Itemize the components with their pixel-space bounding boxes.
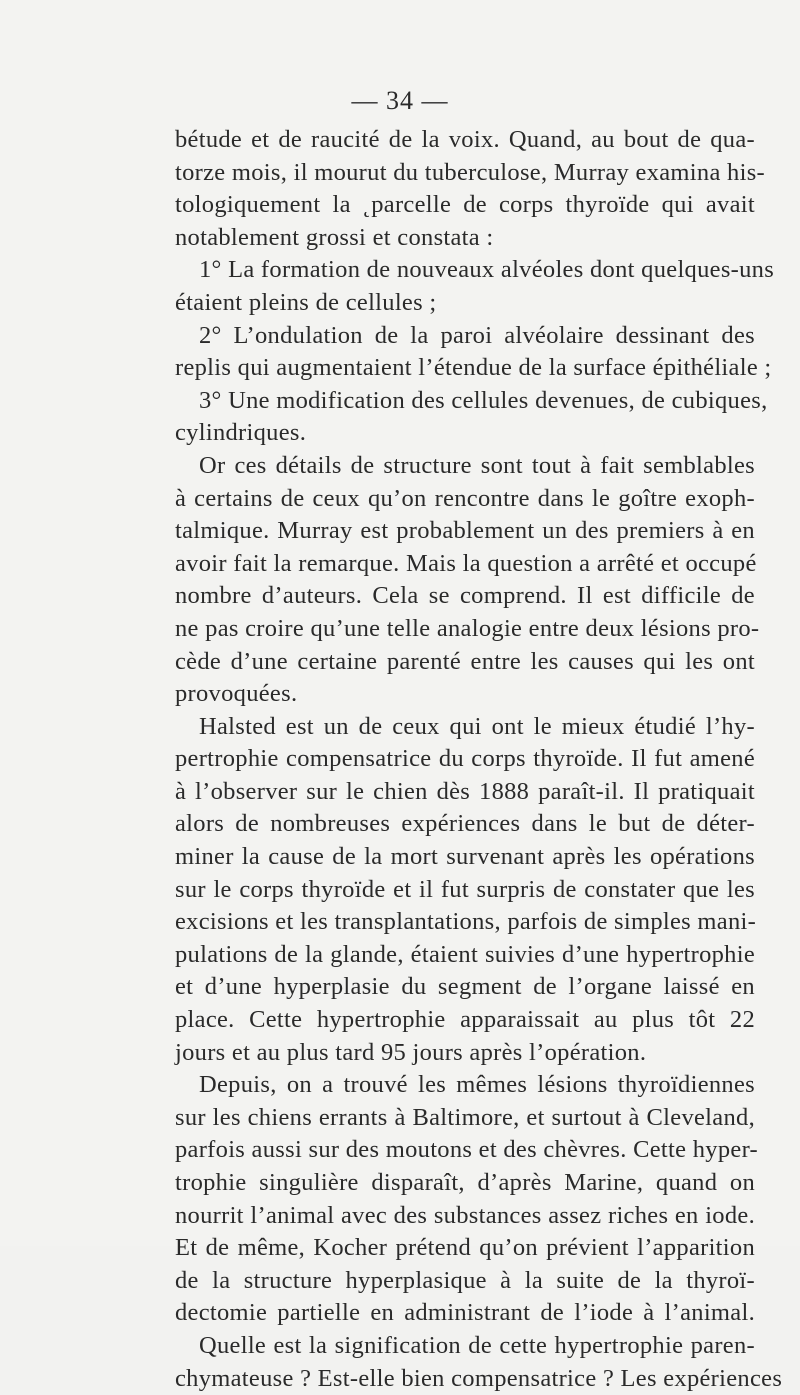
text-line: 1° La formation de nouveaux alvéoles dont quelques-uns (199, 256, 775, 284)
text-line: notablement grossi et constata : (175, 223, 494, 251)
text-line: provoquées. (175, 680, 298, 708)
text-line: 2° L’ondulation de la paroi alvéolaire dessinant des (199, 321, 755, 349)
text-line: pertrophie compensatrice du corps thyroïde. Il fut amené (175, 745, 755, 773)
text-line: 3° Une modification des cellules devenues, de cubiques, (199, 386, 768, 414)
text-line: trophie singulière disparaît, d’après Marine, quand on (175, 1169, 755, 1196)
text-line: miner la cause de la mort survenant après les opérations (175, 843, 755, 871)
text-line: à certains de ceux qu’on rencontre dans le goître exoph- (175, 484, 755, 512)
text-line: Or ces détails de structure sont tout à fait semblables (199, 451, 755, 479)
text-line: nombre d’auteurs. Cela se comprend. Il est difficile de (175, 582, 755, 610)
text-line: place. Cette hypertrophie apparaissait au plus tôt 22 (175, 1006, 755, 1034)
text-line: talmique. Murray est probablement un des premiers à en (175, 517, 755, 545)
page-number: — 34 — (351, 86, 449, 115)
text-line: excisions et les transplantations, parfois de simples mani- (175, 908, 757, 936)
text-line: dectomie partielle en administrant de l’iode à l’animal. (175, 1299, 755, 1327)
text-line: ne pas croire qu’une telle analogie entre deux lésions pro- (175, 614, 760, 642)
text-line: de la structure hyperplasique à la suite de la thyroï- (175, 1266, 755, 1294)
text-line: nourrit l’animal avec des substances assez riches en iode. (175, 1201, 755, 1229)
text-line: Depuis, on a trouvé les mêmes lésions thyroïdiennes (199, 1071, 755, 1099)
text-line: étaient pleins de cellules ; (175, 288, 437, 316)
text-line: Halsted est un de ceux qui ont le mieux étudié l’hy- (199, 712, 755, 740)
text-line: bétude et de raucité de la voix. Quand, au bout de qua- (175, 126, 755, 153)
body-text (175, 124, 783, 1395)
text-line: sur le corps thyroïde et il fut surpris de constater que les (175, 875, 755, 903)
text-line: chymateuse ? Est-elle bien compensatrice ? Les expériences (175, 1364, 783, 1392)
text-line: avoir fait la remarque. Mais la question a arrêté et occupé (175, 549, 757, 577)
text-line: à l’observer sur le chien dès 1888 paraît-il. Il pratiquait (175, 777, 755, 805)
text-line: cylindriques. (175, 419, 307, 447)
text-line: replis qui augmentaient l’étendue de la surface épithéliale ; (175, 354, 772, 382)
text-line: jours et au plus tard 95 jours après l’opération. (175, 1038, 647, 1066)
text-line: Quelle est la signification de cette hypertrophie paren- (199, 1331, 755, 1359)
text-line: et d’une hyperplasie du segment de l’organe laissé en (175, 973, 755, 1001)
text-line: torze mois, il mourut du tuberculose, Murray examina his- (175, 158, 765, 186)
text-line: parfois aussi sur des moutons et des chèvres. Cette hyper- (175, 1136, 758, 1164)
text-line: pulations de la glande, étaient suivies d’une hypertrophie (175, 940, 755, 968)
text-line: Et de même, Kocher prétend qu’on prévient l’apparition (175, 1234, 755, 1262)
text-line: tologiquement la ˛parcelle de corps thyroïde qui avait (175, 191, 755, 219)
text-line: alors de nombreuses expériences dans le but de déter- (175, 810, 755, 838)
text-line: cède d’une certaine parenté entre les causes qui les ont (175, 647, 755, 675)
text-line: sur les chiens errants à Baltimore, et surtout à Cleveland, (175, 1103, 755, 1131)
